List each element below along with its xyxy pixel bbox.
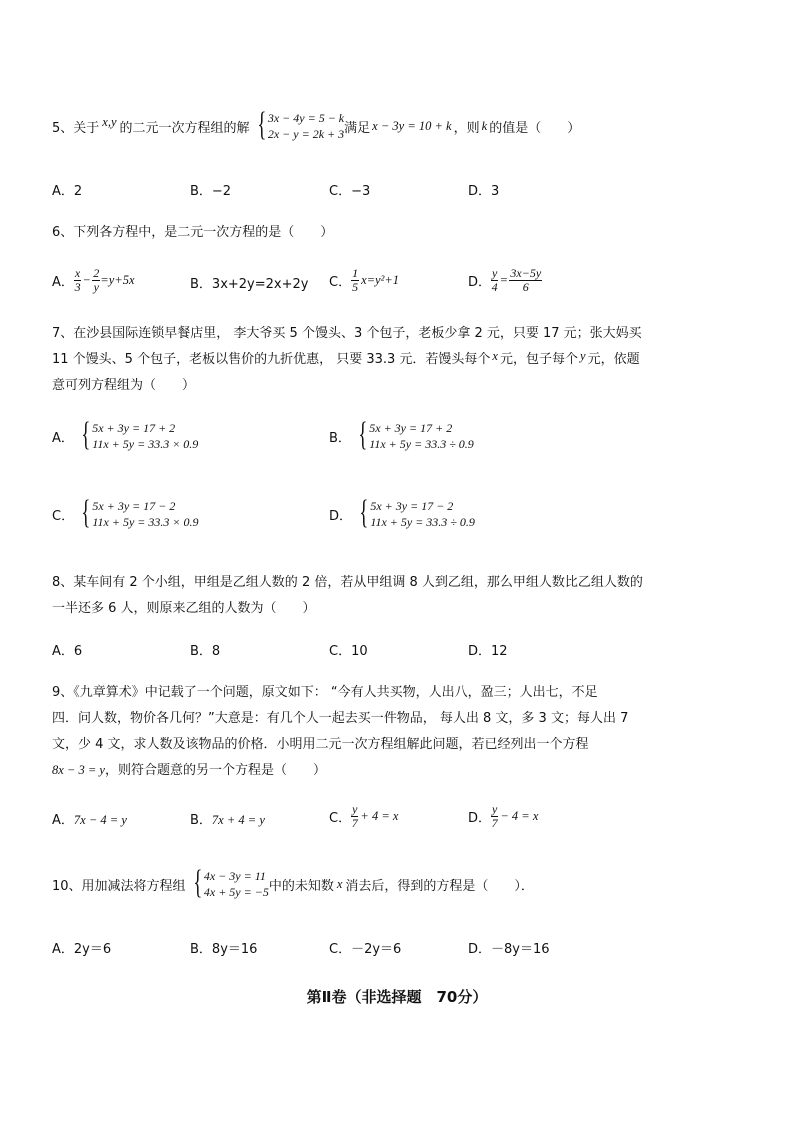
brace-icon: { bbox=[81, 416, 91, 453]
q5-option-a[interactable]: A．2 bbox=[52, 184, 83, 199]
q5-equation-system bbox=[250, 106, 345, 143]
q5-tail2: 的值是（ ） bbox=[489, 120, 581, 136]
q10-option-c[interactable]: C．－2y＝6 bbox=[329, 942, 402, 957]
q7-option-b[interactable]: B． { 5x + 3y = 17 + 2 11x + 5y = 33.3 ÷ 0.9 bbox=[329, 416, 474, 453]
brace-icon: { bbox=[359, 494, 369, 531]
brace-icon: { bbox=[192, 864, 202, 901]
question-7-line-2: 11 个馒头、5 个包子，老板以售价的九折优惠， 只要 33.3 元．若馒头每个 x 元，包子每个 y 元，依题 bbox=[52, 349, 640, 367]
question-9-line-2: 四．问人数，物价各几何？”大意是：有几个人一起去买一件物品， 每人出 8 文，多 3 文；每人出 7 bbox=[52, 711, 629, 726]
q7-option-c[interactable]: C． { 5x + 3y = 17 − 2 11x + 5y = 33.3 × 0.9 bbox=[52, 494, 199, 531]
q10-option-d[interactable]: D．－8y＝16 bbox=[468, 942, 550, 957]
question-6-stem: 6、下列各方程中，是二元一次方程的是（ ） bbox=[52, 225, 334, 240]
q5-option-d[interactable]: D．3 bbox=[468, 184, 500, 199]
section-title: 第Ⅱ卷（非选择题 70分） bbox=[306, 988, 488, 1006]
brace-icon: { bbox=[81, 494, 91, 531]
question-7-line-3: 意可列方程组为（ ） bbox=[52, 378, 196, 393]
q6-option-c[interactable]: C． $\frac{1}{5}$ x=y²+1 bbox=[329, 265, 400, 294]
q9-option-b[interactable]: B．7x + 4 = y bbox=[190, 813, 265, 828]
q6-option-b[interactable]: B．3x+2y=2x+2y bbox=[190, 277, 309, 292]
q5-satisfy: 满足 bbox=[344, 120, 371, 136]
q7-option-a[interactable]: A． { 5x + 3y = 17 + 2 11x + 5y = 33.3 × 0.9 bbox=[52, 416, 199, 453]
q10-option-a[interactable]: A．2y＝6 bbox=[52, 942, 112, 957]
q5-tail1: ，则 bbox=[453, 120, 480, 136]
question-9-line-1: 9、《九章算术》中记载了一个问题，原文如下： “今有人共买物，人出八，盈三；人出七，不足 bbox=[52, 685, 598, 700]
question-9-line-3: 文，少 4 文，求人数及该物品的价格．小明用二元一次方程组解此问题，若已经列出一个方程 bbox=[52, 737, 589, 752]
q6-option-a[interactable]: A． $\frac{x}{3}$ − $\frac{2}{y}$ =y+5x bbox=[52, 265, 135, 294]
q8-option-b[interactable]: B．8 bbox=[190, 644, 221, 659]
q5-k: k bbox=[481, 118, 488, 133]
question-5-stem bbox=[52, 108, 580, 144]
q10-equation-system: { 4x − 3y = 11 4x + 5y = −5 bbox=[192, 864, 269, 901]
q8-option-c[interactable]: C．10 bbox=[329, 644, 368, 659]
q5-option-c[interactable]: C．−3 bbox=[329, 184, 371, 199]
q5-option-b[interactable]: B．−2 bbox=[190, 184, 232, 199]
q5-eq2: 2x − y = 2k + 3 bbox=[267, 127, 345, 141]
q6-option-d[interactable]: D． $\frac{y}{4}$ = $\frac{3x-5y}{6}$ bbox=[468, 265, 542, 294]
q8-option-a[interactable]: A．6 bbox=[52, 644, 83, 659]
q5-prefix: 5、关于 bbox=[52, 120, 100, 136]
question-8-line-1: 8、某车间有 2 个小组，甲组是乙组人数的 2 倍，若从甲组调 8 人到乙组，那么甲组人数比乙组人数的 bbox=[52, 575, 643, 590]
q9-option-a[interactable]: A．7x − 4 = y bbox=[52, 813, 127, 828]
q5-eq1: 3x − 4y = 5 − k bbox=[267, 111, 345, 125]
brace-icon: { bbox=[256, 106, 266, 143]
q10-option-b[interactable]: B．8y＝16 bbox=[190, 942, 258, 957]
q9-option-c[interactable]: C． $\frac{y}{7}$ + 4 = x bbox=[329, 801, 399, 830]
q5-mid: 的二元一次方程组的解 bbox=[119, 120, 250, 136]
question-8-line-2: 一半还多 6 人，则原来乙组的人数为（ ） bbox=[52, 601, 316, 616]
q5-vars: x,y bbox=[102, 114, 117, 129]
q5-condition: x − 3y = 10 + k bbox=[372, 118, 452, 133]
question-10-stem: 10、用加减法将方程组 { 4x − 3y = 11 4x + 5y = −5 中的未知数 x 消去后，得到的方程是（ ）． bbox=[52, 864, 534, 901]
brace-icon: { bbox=[358, 416, 368, 453]
question-9-line-4: 8x − 3 = y，则符合题意的另一个方程是（ ） bbox=[52, 763, 326, 778]
q7-option-d[interactable]: D． { 5x + 3y = 17 − 2 11x + 5y = 33.3 ÷ 0.9 bbox=[329, 494, 475, 531]
q8-option-d[interactable]: D．12 bbox=[468, 644, 508, 659]
question-7-line-1: 7、在沙县国际连锁早餐店里， 李大爷买 5 个馒头、3 个包子，老板少拿 2 元，只要 17 元；张大妈买 bbox=[52, 326, 642, 341]
q9-option-d[interactable]: D． $\frac{y}{7}$ − 4 = x bbox=[468, 801, 539, 830]
